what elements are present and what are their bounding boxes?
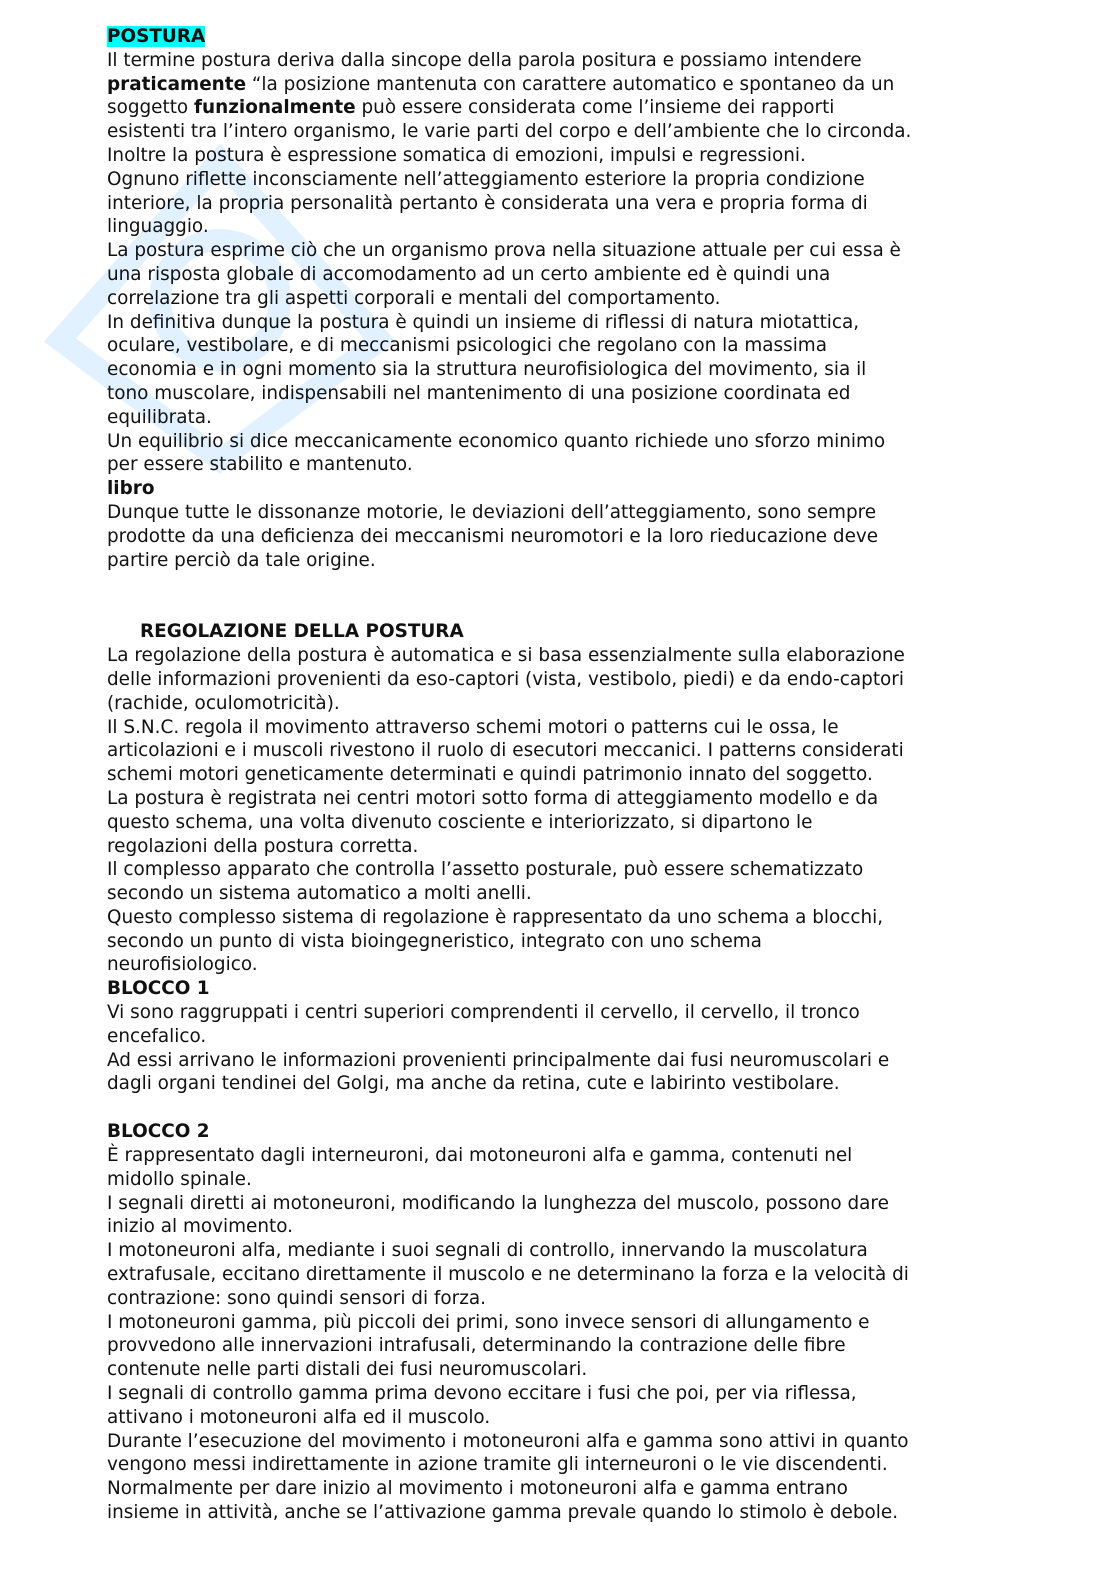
paragraph-line: partire perciò da tale origine. (107, 549, 376, 571)
paragraph-line: provvedono alle innervazioni intrafusali, determinando la contrazione delle fibre (107, 1335, 846, 1357)
paragraph-line: interiore, la propria personalità pertanto è considerata una vera e propria forma di (107, 192, 868, 214)
label-libro: libro (107, 478, 155, 500)
paragraph-line: una risposta globale di accomodamento ad un certo ambiente ed è quindi una (107, 263, 831, 285)
paragraph-line: contrazione: sono quindi sensori di forza. (107, 1287, 486, 1309)
paragraph-line: Dunque tutte le dissonanze motorie, le deviazioni dell’atteggiamento, sono sempre (107, 501, 877, 523)
paragraph-line: contenute nelle parti distali dei fusi neuromuscolari. (107, 1359, 588, 1381)
paragraph-line: vengono messi indirettamente in azione tramite gli interneuroni o le vie discendenti. (107, 1454, 888, 1476)
bold-term: praticamente (107, 73, 247, 95)
section-title-regolazione: REGOLAZIONE DELLA POSTURA (140, 621, 464, 643)
paragraph-line: Ognuno riflette inconsciamente nell’atteggiamento esteriore la propria condizione (107, 168, 865, 190)
paragraph-line: questo schema, una volta divenuto cosciente e interiorizzato, si dipartono le (107, 811, 813, 833)
paragraph-line: articolazioni e i muscoli rivestono il ruolo di esecutori meccanici. I patterns considerati (107, 740, 904, 762)
paragraph-line: oculare, vestibolare, e di meccanismi psicologici che regolano con la massima (107, 335, 827, 357)
paragraph-line: delle informazioni provenienti da eso-captori (vista, vestibolo, piedi) e da endo-captori (107, 668, 904, 690)
paragraph-line: Questo complesso sistema di regolazione è rappresentato da uno schema a blocchi, (107, 906, 884, 928)
paragraph-line: Un equilibrio si dice meccanicamente economico quanto richiede uno sforzo minimo (107, 430, 886, 452)
spacer (107, 1096, 1007, 1120)
paragraph-line: I motoneuroni gamma, più piccoli dei primi, sono invece sensori di allungamento e (107, 1311, 870, 1333)
paragraph-line: Ad essi arrivano le informazioni provenienti principalmente dai fusi neuromuscolari e (107, 1049, 890, 1071)
paragraph-line: neurofisiologico. (107, 954, 258, 976)
blocco-2-title: BLOCCO 2 (107, 1121, 210, 1143)
paragraph-line: È rappresentato dagli interneuroni, dai motoneuroni alfa e gamma, contenuti nel (107, 1145, 853, 1167)
paragraph-line: Il S.N.C. regola il movimento attraverso schemi motori o patterns cui le ossa, le (107, 716, 839, 738)
spacer (107, 572, 1007, 620)
paragraph-line: secondo un punto di vista bioingegneristico, integrato con uno schema (107, 930, 762, 952)
line-text: soggetto (107, 97, 195, 119)
paragraph-line: extrafusale, eccitano direttamente il muscolo e ne determinano la forza e la velocità di (107, 1264, 909, 1286)
paragraph-line: Il termine postura deriva dalla sincope della parola positura e possiamo intendere (107, 49, 862, 71)
paragraph-line: Vi sono raggruppati i centri superiori comprendenti il cervello, il cervello, il tronco (107, 1002, 860, 1024)
paragraph-line: economia e in ogni momento sia la struttura neurofisiologica del movimento, sia il (107, 359, 867, 381)
section-title-postura (107, 25, 1007, 49)
paragraph-line: encefalico. (107, 1025, 207, 1047)
paragraph-line: midollo spinale. (107, 1168, 252, 1190)
title-highlight: POSTURA (107, 26, 206, 47)
paragraph-line: I segnali di controllo gamma prima devono eccitare i fusi che poi, per via riflessa, (107, 1383, 857, 1405)
paragraph-line: esistenti tra l’intero organismo, le varie parti del corpo e dell’ambiente che lo circonda. (107, 121, 912, 143)
paragraph-line: Normalmente per dare inizio al movimento i motoneuroni alfa e gamma entrano (107, 1478, 848, 1500)
paragraph-line: secondo un sistema automatico a molti anelli. (107, 883, 532, 905)
line-text: “la posizione mantenuta con carattere automatico e spontaneo da un (246, 73, 895, 95)
paragraph-line: prodotte da una deficienza dei meccanismi neuromotori e la loro rieducazione deve (107, 525, 879, 547)
paragraph-line: dagli organi tendinei del Golgi, ma anche da retina, cute e labirinto vestibolare. (107, 1073, 840, 1095)
paragraph-line: insieme in attività, anche se l’attivazione gamma prevale quando lo stimolo è debole. (107, 1502, 899, 1524)
paragraph-line: La regolazione della postura è automatica e si basa essenzialmente sulla elaborazione (107, 645, 905, 667)
paragraph-line: correlazione tra gli aspetti corporali e mentali del comportamento. (107, 287, 721, 309)
paragraph-line: Durante l’esecuzione del movimento i motoneuroni alfa e gamma sono attivi in quanto (107, 1430, 909, 1452)
paragraph-line: In definitiva dunque la postura è quindi un insieme di riflessi di natura miotattica, (107, 311, 860, 333)
paragraph-line: attivano i motoneuroni alfa ed il muscolo. (107, 1406, 491, 1428)
bold-term: funzionalmente (194, 97, 356, 119)
paragraph-line (107, 73, 1007, 97)
paragraph-line: schemi motori geneticamente determinati e quindi patrimonio innato del soggetto. (107, 764, 873, 786)
paragraph-line: Il complesso apparato che controlla l’assetto posturale, può essere schematizzato (107, 859, 864, 881)
paragraph-line: inizio al movimento. (107, 1216, 293, 1238)
paragraph-line: I motoneuroni alfa, mediante i suoi segnali di controllo, innervando la muscolatura (107, 1240, 868, 1262)
paragraph-line: linguaggio. (107, 216, 209, 238)
paragraph-line: La postura esprime ciò che un organismo prova nella situazione attuale per cui essa è (107, 240, 901, 262)
paragraph-line: I segnali diretti ai motoneuroni, modificando la lunghezza del muscolo, possono dare (107, 1192, 889, 1214)
paragraph-line: per essere stabilito e mantenuto. (107, 454, 413, 476)
paragraph-line: (rachide, oculomotricità). (107, 692, 340, 714)
blocco-1-title: BLOCCO 1 (107, 978, 210, 1000)
paragraph-line: La postura è registrata nei centri motori sotto forma di atteggiamento modello e da (107, 787, 879, 809)
paragraph-line (107, 96, 1007, 120)
line-text: può essere considerata come l’insieme dei rapporti (355, 97, 835, 119)
document-page (107, 25, 1007, 1525)
paragraph-line: tono muscolare, indispensabili nel mantenimento di una posizione coordinata ed (107, 382, 851, 404)
paragraph-line: regolazioni della postura corretta. (107, 835, 419, 857)
paragraph-line: equilibrata. (107, 406, 212, 428)
paragraph-line: Inoltre la postura è espressione somatica di emozioni, impulsi e regressioni. (107, 144, 806, 166)
